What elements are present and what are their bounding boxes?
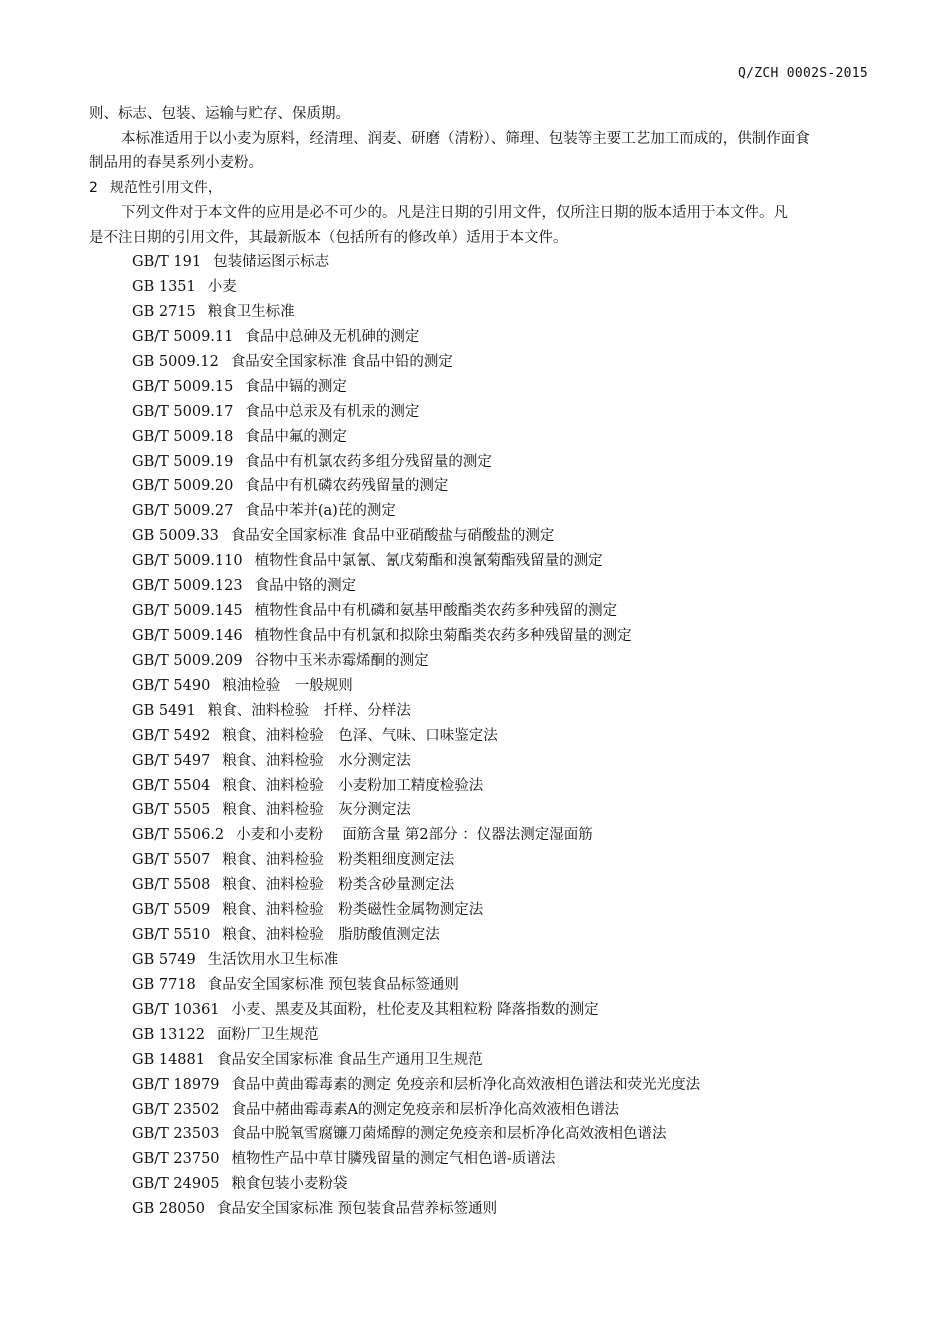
reference-code: GB/T 5009.27: [132, 503, 234, 520]
reference-title: 食品安全国家标准 预包装食品标签通则: [207, 976, 459, 993]
reference-title: 生活饮用水卫生标准: [207, 951, 339, 968]
reference-code: GB/T 5009.209: [132, 652, 243, 669]
reference-title: 粮食、油料检验 粉类含砂量测定法: [222, 877, 455, 894]
reference-item: [132, 499, 875, 524]
reference-code: GB/T 5009.19: [132, 453, 234, 470]
reference-item: [132, 724, 875, 749]
reference-item: [132, 275, 875, 300]
reference-item: [132, 450, 875, 475]
reference-title: 食品中氟的测定: [245, 428, 347, 445]
reference-code: GB/T 5510: [132, 927, 211, 944]
reference-item: [132, 300, 875, 325]
intro-line-2: 本标准适用于以小麦为原料，经清理、润麦、研磨（清粉）、筛理、包装等主要工艺加工而成的，供制作面食: [121, 130, 810, 147]
reference-code: GB/T 5490: [132, 677, 211, 694]
reference-item: [132, 873, 875, 898]
reference-code: GB/T 5507: [132, 852, 211, 869]
reference-code: GB/T 5009.18: [132, 428, 234, 445]
reference-item: [132, 1048, 875, 1073]
reference-title: 植物性食品中有机氯和拟除虫菊酯类农药多种残留量的测定: [254, 627, 632, 644]
reference-title: 食品中总汞及有机汞的测定: [245, 403, 420, 420]
reference-item: [132, 1098, 875, 1123]
reference-title: 食品中黄曲霉毒素的测定 免疫亲和层析净化高效液相色谱法和荧光光度法: [231, 1076, 701, 1093]
reference-code: GB/T 5009.123: [132, 578, 243, 595]
reference-code: GB/T 5009.17: [132, 403, 234, 420]
reference-item: [132, 898, 875, 923]
reference-title: 包装储运图示标志: [213, 254, 330, 271]
reference-code: GB 5009.12: [132, 353, 219, 370]
reference-title: 粮油检验 一般规则: [222, 677, 353, 694]
reference-item: [132, 848, 875, 873]
reference-code: GB/T 5009.145: [132, 603, 243, 620]
reference-title: 食品中苯并(a)芘的测定: [245, 503, 396, 520]
reference-code: GB/T 5497: [132, 752, 211, 769]
reference-code: GB/T 5504: [132, 777, 211, 794]
reference-title: 粮食、油料检验 粉类磁性金属物测定法: [222, 902, 484, 919]
reference-item: [132, 549, 875, 574]
document-body: [89, 102, 875, 1222]
section-paragraph-line-1: 下列文件对于本文件的应用是必不可少的。凡是注日期的引用文件，仅所注日期的版本适用于本文件。凡: [121, 204, 788, 221]
reference-title: 食品安全国家标准 预包装食品营养标签通则: [216, 1201, 498, 1218]
intro-line-1: 则、标志、包装、运输与贮存、保质期。: [89, 106, 350, 122]
reference-code: GB 2715: [132, 304, 196, 320]
reference-title: 食品安全国家标准 食品中亚硝酸盐与硝酸盐的测定: [230, 528, 555, 545]
reference-item: [132, 250, 875, 275]
section-title: 规范性引用文件，: [109, 179, 222, 196]
reference-item: [132, 599, 875, 624]
reference-item: [132, 1197, 875, 1222]
reference-title: 食品中镉的测定: [245, 378, 347, 395]
reference-item: [132, 1122, 875, 1147]
reference-code: GB/T 5009.15: [132, 378, 234, 395]
reference-title: 粮食、油料检验 灰分测定法: [222, 802, 411, 819]
intro-line-3: 制品用的春昊系列小麦粉。: [89, 155, 263, 172]
reference-item: [132, 624, 875, 649]
reference-code: GB 5009.33: [132, 528, 219, 545]
reference-list: [89, 250, 875, 1222]
reference-code: GB/T 23503: [132, 1126, 220, 1143]
reference-item: [132, 350, 875, 375]
reference-title: 食品中脱氧雪腐镰刀菌烯醇的测定免疫亲和层析净化高效液相色谱法: [231, 1126, 667, 1143]
reference-item: [132, 425, 875, 450]
reference-title: 植物性食品中氯氰、氰戊菊酯和溴氰菊酯残留量的测定: [254, 553, 603, 570]
reference-title: 粮食、油料检验 色泽、气味、口味鉴定法: [222, 727, 498, 744]
reference-item: [132, 474, 875, 499]
reference-title: 食品中赭曲霉毒素A的测定免疫亲和层析净化高效液相色谱法: [231, 1101, 620, 1118]
reference-code: GB/T 5505: [132, 802, 211, 819]
reference-code: GB 28050: [132, 1201, 205, 1218]
reference-code: GB/T 23750: [132, 1151, 220, 1168]
reference-item: [132, 1172, 875, 1197]
reference-title: 小麦和小麦粉 面筋含量 第2部分 ：仪器法测定湿面筋: [236, 827, 593, 844]
reference-code: GB/T 23502: [132, 1101, 220, 1118]
reference-title: 粮食卫生标准: [207, 304, 295, 320]
reference-title: 粮食、油料检验 脂肪酸值测定法: [222, 927, 440, 944]
reference-code: GB/T 5009.11: [132, 328, 234, 345]
reference-code: GB 14881: [132, 1051, 205, 1068]
section-number: 2: [89, 179, 98, 196]
reference-title: 小麦: [207, 279, 237, 296]
reference-item: [132, 649, 875, 674]
reference-code: GB/T 10361: [132, 1001, 220, 1018]
reference-item: [132, 1073, 875, 1098]
reference-item: [132, 923, 875, 948]
reference-code: GB 1351: [132, 279, 196, 296]
reference-item: [132, 798, 875, 823]
reference-item: [132, 400, 875, 425]
reference-title: 粮食、油料检验 扦样、分样法: [207, 702, 411, 719]
reference-item: [132, 574, 875, 599]
reference-code: GB 13122: [132, 1026, 205, 1043]
reference-item: [132, 998, 875, 1023]
section-paragraph-line-2: 是不注日期的引用文件，其最新版本（包括所有的修改单）适用于本文件。: [89, 229, 568, 246]
reference-title: 粮食包装小麦粉袋: [231, 1176, 348, 1193]
reference-code: GB/T 5509: [132, 902, 211, 919]
reference-code: GB/T 5009.20: [132, 478, 234, 495]
reference-item: [132, 1023, 875, 1048]
reference-item: [132, 325, 875, 350]
reference-title: 粮食、油料检验 粉类粗细度测定法: [222, 852, 455, 869]
reference-item: [132, 948, 875, 973]
reference-code: GB/T 5492: [132, 727, 211, 744]
reference-title: 粮食、油料检验 小麦粉加工精度检验法: [222, 777, 484, 794]
reference-title: 植物性产品中草甘膦残留量的测定气相色谱-质谱法: [231, 1151, 556, 1168]
reference-item: [132, 524, 875, 549]
reference-item: [132, 823, 875, 848]
reference-item: [132, 375, 875, 400]
reference-item: [132, 674, 875, 699]
reference-code: GB/T 24905: [132, 1176, 220, 1193]
reference-title: 食品中总砷及无机砷的测定: [245, 328, 420, 345]
reference-title: 食品中铬的测定: [254, 578, 357, 595]
reference-title: 谷物中玉米赤霉烯酮的测定: [254, 652, 429, 669]
reference-title: 植物性食品中有机磷和氨基甲酸酯类农药多种残留的测定: [254, 603, 618, 620]
reference-item: [132, 699, 875, 724]
reference-code: GB/T 5009.146: [132, 627, 243, 644]
reference-title: 食品安全国家标准 食品生产通用卫生规范: [216, 1051, 483, 1068]
reference-title: 面粉厂卫生规范: [216, 1026, 319, 1043]
reference-item: [132, 1147, 875, 1172]
reference-code: GB 5749: [132, 951, 196, 968]
reference-code: GB 5491: [132, 702, 196, 719]
reference-title: 食品安全国家标准 食品中铅的测定: [230, 353, 453, 370]
reference-title: 粮食、油料检验 水分测定法: [222, 752, 411, 769]
document-code: Q/ZCH 0002S-2015: [737, 66, 868, 81]
reference-code: GB/T 5506.2: [132, 827, 225, 844]
reference-title: 食品中有机磷农药残留量的测定: [245, 478, 449, 495]
reference-code: GB/T 18979: [132, 1076, 220, 1093]
reference-code: GB/T 191: [132, 254, 202, 271]
reference-item: [132, 973, 875, 998]
reference-item: [132, 749, 875, 774]
reference-title: 小麦、黑麦及其面粉，杜伦麦及其粗粒粉 降落指数的测定: [231, 1001, 599, 1018]
reference-code: GB/T 5508: [132, 877, 211, 894]
reference-code: GB 7718: [132, 976, 196, 993]
section-heading: [89, 176, 875, 201]
reference-item: [132, 774, 875, 799]
reference-title: 食品中有机氯农药多组分残留量的测定: [245, 453, 492, 470]
reference-code: GB/T 5009.110: [132, 553, 243, 570]
